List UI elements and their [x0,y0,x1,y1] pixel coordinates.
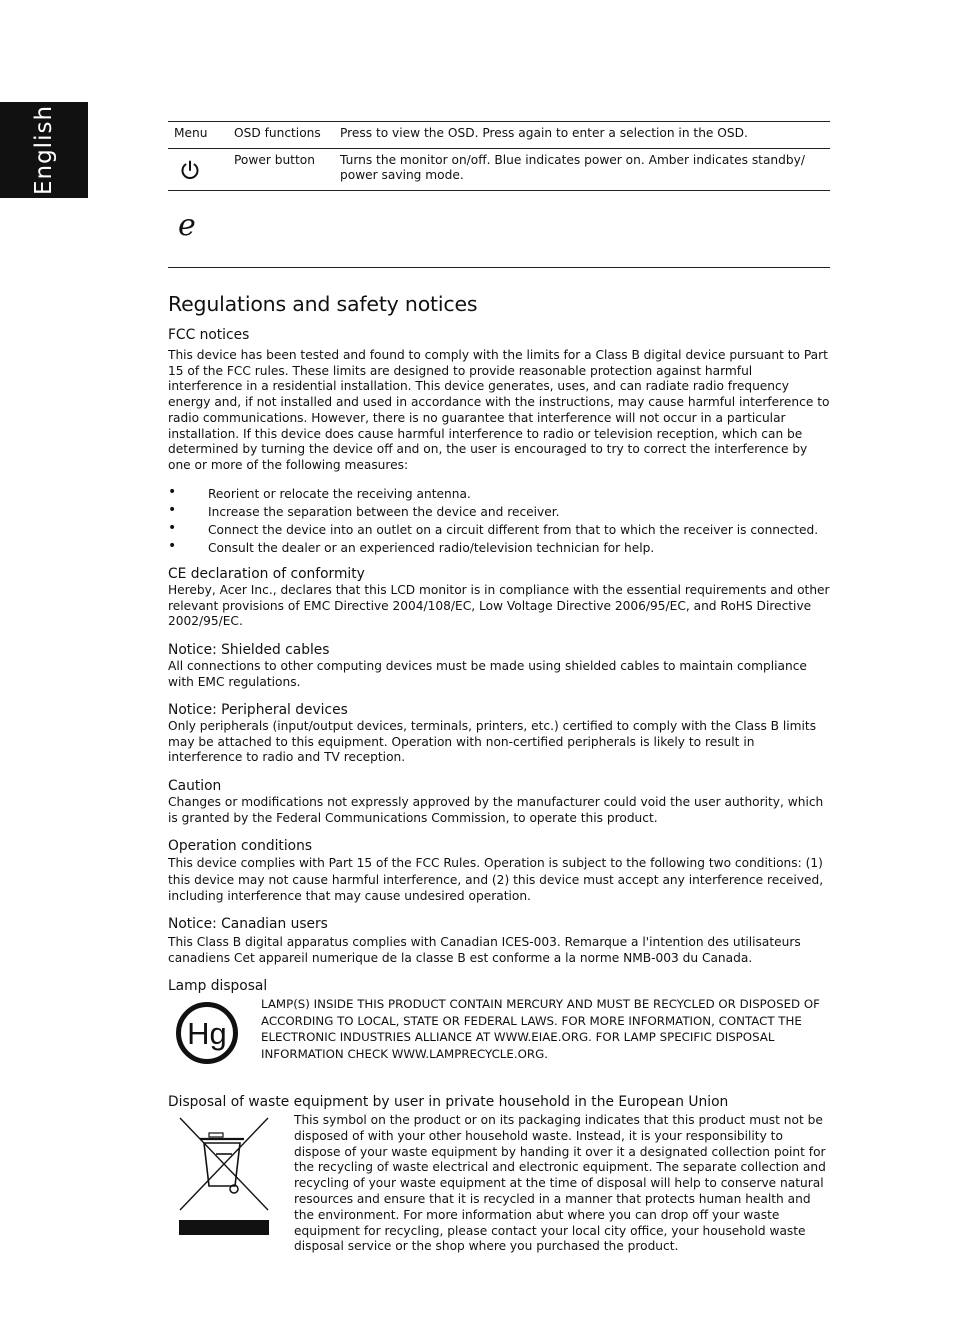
section-body: Hereby, Acer Inc., declares that this LCD monitor is in compliance with the essential requirements and other relevant provisions of EMC Directive 2004/108/EC, Low Voltage Directive 2006/95/EC, and RoHS Directive 2002/95/EC. [168,583,830,629]
ce-section [168,566,830,630]
key-cell [168,148,228,190]
description-cell: Turns the monitor on/off. Blue indicates power on. Amber indicates standby/ power saving mode. [340,152,805,182]
section-heading: Notice: Canadian users [168,916,328,932]
bullet-icon: • [168,520,177,536]
key-cell: Menu [174,126,208,140]
table-row [168,122,830,149]
shielded-cables-section [168,642,830,690]
mercury-hg-icon [175,1001,239,1065]
hg-symbol-text: Hg [187,1016,227,1051]
section-heading: FCC notices [168,327,250,343]
crossed-out-wheelie-bin-icon [178,1116,270,1236]
section-body: Only peripherals (input/output devices, terminals, printers, etc.) certified to comply with the Class B limits may be attached to this equipment. Operation with non-certified peripherals is likely to result in interference to radio and TV reception. [168,719,817,765]
section-heading: Lamp disposal [168,978,268,994]
caution-section [168,778,830,826]
section-body: This Class B digital apparatus complies with Canadian ICES-003. Remarque a l'intention des utilisateurs canadiens Cet appareil numerique de la classe B est conforme a la norme NMB-003 du Canada. [168,935,801,965]
list-item: • Connect the device into an outlet on a circuit different from that to which the receiver is connected. [168,520,819,537]
function-cell: OSD functions [234,126,321,140]
section-heading: Caution [168,778,222,794]
lamp-disposal-section [168,978,830,995]
section-body: Changes or modifications not expressly approved by the manufacturer could void the user authority, which is granted by the Federal Communications Commission, to operate this product. [168,795,824,825]
section-heading: Operation conditions [168,838,313,854]
description-cell: Press to view the OSD. Press again to enter a selection in the OSD. [340,126,748,140]
section-body: This device has been tested and found to comply with the limits for a Class B digital device pursuant to Part 15 of the FCC rules. These limits are designed to provide reasonable protection against harmful interference in a residential installation. This device generates, uses, and can radiate radio frequency energy and, if not installed and used in accordance with the instructions, may cause harmful interference to radio communications. However, there is no guarantee that interference will not occur in a particular installation. If this device does cause harmful interference to radio or television reception, which can be determined by turning the device off and on, the user is encouraged to try to correct the interference by one or more of the following measures: [168,348,830,472]
weee-section [168,1094,830,1111]
monitor-keys-table [168,121,830,191]
section-body: All connections to other computing devices must be made using shielded cables to maintain compliance with EMC regulations. [168,659,807,689]
weee-body: This symbol on the product or on its packaging indicates that this product must not be disposed of with your other household waste. Instead, it is your responsibility to dispose of your waste equipment by handing it over it a designated collection point for the recycling of waste electrical and electronic equipment. The separate collection and recycling of your waste equipment at the time of disposal will help to conserve natural resources and ensure that it is recycled in a manner that protects human health and the environment. For more information abut where you can drop off your waste equipment for recycling, please contact your local city office, your household waste disposal service or the shop where you purchased the product. [294,1113,826,1254]
operation-conditions-section [168,838,830,905]
divider [168,267,830,268]
page-title: Regulations and safety notices [168,292,478,316]
section-heading: Notice: Peripheral devices [168,702,348,718]
language-tab [0,102,88,198]
empowering-key-icon: e [178,208,196,243]
section-heading: CE declaration of conformity [168,566,365,582]
bullet-icon: • [168,484,177,500]
fcc-section [168,327,830,474]
list-item: • Consult the dealer or an experienced radio/television technician for help. [168,538,655,555]
power-icon [179,159,201,181]
fcc-measures-list [168,485,830,557]
lamp-disposal-body: LAMP(S) INSIDE THIS PRODUCT CONTAIN MERCURY AND MUST BE RECYCLED OR DISPOSED OF ACCORDING TO LOCAL, STATE OR FEDERAL LAWS. FOR MORE INFORMATION, CONTACT THE ELECTRONIC INDUSTRIES ALLIANCE AT WWW.EIAE.ORG. FOR LAMP SPECIFIC DISPOSAL INFORMATION CHECK WWW.LAMPRECYCLE.ORG. [261,997,820,1061]
canadian-users-section [168,916,830,966]
language-tab-label: English [31,104,57,196]
bullet-icon: • [168,502,177,518]
section-body: This device complies with Part 15 of the FCC Rules. Operation is subject to the following two conditions: (1) this device may not cause harmful interference, and (2) this device must accept any interference received, including interference that may cause undesired operation. [168,856,824,904]
bullet-icon: • [168,538,177,554]
list-item: • Reorient or relocate the receiving antenna. [168,484,471,501]
table-row [168,148,830,190]
section-heading: Notice: Shielded cables [168,642,330,658]
peripheral-devices-section [168,702,830,766]
section-heading: Disposal of waste equipment by user in private household in the European Union [168,1094,729,1110]
function-cell: Power button [234,152,315,167]
list-item: • Increase the separation between the device and receiver. [168,502,560,519]
